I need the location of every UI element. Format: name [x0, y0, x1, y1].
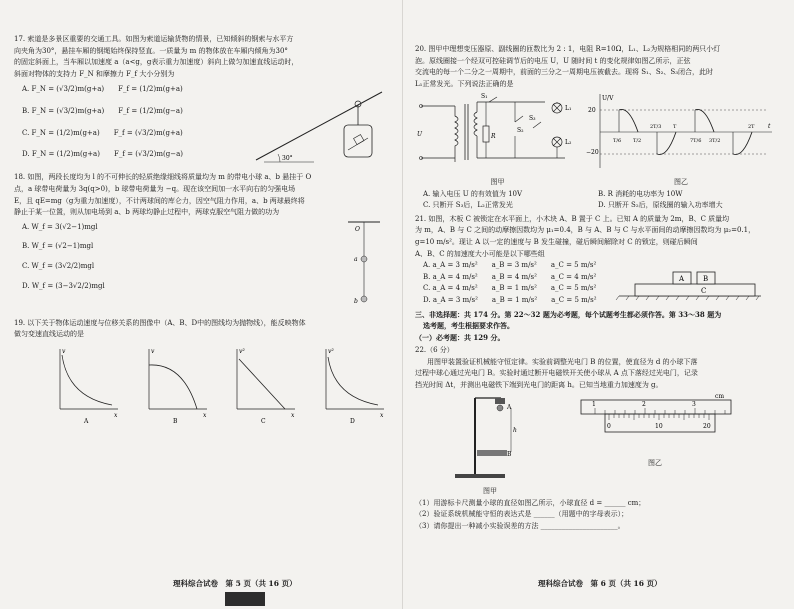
q18-line: 静止于某一位置，则从加电场到 a、b 两球均静止过程中，两球克服空气阻力做的功为	[14, 208, 280, 217]
q17-option-c: C. F_N = (1/2)m(g+a) F_f = (√3/2)m(g+a)	[22, 128, 183, 137]
section-3-sub: （一）必考题：共 129 分。	[415, 332, 505, 342]
q20-line: 交流电的每一个二分之一周期中，前面的三分之一周期电压被截去。现将 S₁、S₂、S₃闭合，此时	[415, 68, 714, 77]
graph-d	[320, 345, 387, 425]
tick-label: T/2	[633, 138, 642, 145]
q20-option-d: D. 只断开 S₂后，原线圈的输入功率增大	[598, 201, 723, 210]
q20-line: 泡。原线圈接一个经双可控硅调节后的电压 U，U 随时间 t 的变化规律如图乙所示，正弦	[415, 56, 691, 65]
fig-b-caption: 图乙	[674, 177, 688, 186]
q20-option-a: A. 输入电压 U 的有效值为 10V	[423, 189, 523, 198]
q17-line: 17. 索道是多景区重要的交通工具。如图为索道运输货物的情景，已知倾斜的钢索与水平方	[14, 35, 294, 43]
graph-c	[231, 345, 298, 425]
point-o-label: O	[355, 225, 360, 233]
block-a-label: A	[679, 275, 685, 284]
transformer-circuit	[415, 92, 580, 172]
q22-line: 过程中球心通过光电门 B。实验时通过断开电磁铁开关使小球从 A 点下落经过光电门，记录	[415, 369, 698, 378]
main-scale-label: 2	[642, 400, 646, 408]
q18-option-c: C. W_f = (3√2/2)mgl	[22, 261, 95, 270]
graph-a	[54, 345, 121, 425]
tick-label: T	[673, 124, 677, 131]
q17-option-a: A. F_N = (√3/2)m(g+a) F_f = (1/2)m(g+a)	[22, 85, 183, 94]
graph-d-xlabel: x	[379, 411, 383, 419]
blocks-figure	[615, 260, 765, 306]
pendulum-figure	[344, 219, 384, 314]
graph-b-xlabel: x	[202, 411, 206, 419]
main-scale-label: 3	[692, 400, 696, 408]
graph-bottom-value: −20	[586, 149, 599, 157]
q21-line: 21. 如图，木板 C 被锁定在水平面上，小木块 A、B 置于 C 上。已知 A 的质量为 2m，B、C 质量均	[415, 214, 730, 223]
main-scale-label: 1	[592, 400, 596, 408]
graph-c-ylabel: v²	[239, 347, 245, 355]
graph-a-xlabel: x	[114, 411, 118, 419]
question-18	[14, 172, 386, 313]
tick-label: 3T/2	[709, 138, 721, 145]
tick-label: T/6	[613, 138, 622, 145]
tick-label: 2T/3	[650, 124, 662, 131]
graph-d-caption: D	[349, 417, 355, 425]
q22-title: 22.（6 分）	[415, 346, 454, 355]
q20-line: 20. 图甲中理想变压器原、副线圈的匝数比为 2 : 1，电阻 R=10Ω，L₁、L₂为规格相同的两只小灯	[415, 45, 721, 53]
caliper-figure	[575, 394, 735, 454]
right-page-footer: 理科综合试卷 第 6 页（共 16 页）	[538, 579, 662, 588]
q22-subquestion: （3）请你提出一种减小实验误差的方法 ______________________。	[415, 522, 625, 531]
question-22	[415, 345, 785, 532]
left-page	[14, 34, 386, 427]
main-scale-ticks	[595, 408, 725, 414]
q17-option-b: B. F_N = (√3/2)m(g+a) F_f = (1/2)m(g−a)	[22, 106, 183, 115]
q22-line: 挡光时间 Δt，并测出电磁铁下端到光电门的距离 h。已知当地重力加速度为 g。	[415, 381, 663, 390]
q19-line: 19. 以下关于物体运动速度与位移关系的图像中（A、B、D中的图线均为抛物线），能反映物体	[14, 318, 306, 327]
q21-option-c: C. a_A = 4 m/s² a_B = 1 m/s² a_C = 5 m/s²	[423, 284, 597, 293]
right-page	[415, 44, 785, 535]
scan-marker	[225, 592, 265, 606]
point-a-label: A	[507, 403, 512, 411]
graph-t-xlabel: t	[768, 123, 771, 131]
graph-b-ylabel: v	[150, 347, 154, 355]
vernier-label: 0	[607, 422, 611, 430]
graph-c-xlabel: x	[291, 411, 295, 419]
fig-22a-caption: 图甲	[483, 487, 497, 496]
q20-option-c: C. 只断开 S₃后，L₂正常发光	[423, 201, 513, 210]
q19-graphs	[54, 345, 386, 425]
q17-line: 向夹角为30°，悬挂车厢的钢绳始终保持竖直。一质量为 m 的物体放在车厢内倾角为30°	[14, 46, 288, 55]
q18-option-b: B. W_f = (√2−1)mgl	[22, 242, 94, 251]
ropeway-figure	[254, 80, 384, 170]
q17-option-d: D. F_N = (1/2)m(g+a) F_f = (√3/2)m(g−a)	[22, 150, 184, 159]
q21-option-b: B. a_A = 4 m/s² a_B = 4 m/s² a_C = 4 m/s²	[423, 272, 597, 281]
graph-u-ylabel: U/V	[602, 95, 614, 103]
q19-line: 做匀变速直线运动的是	[14, 330, 84, 339]
question-19	[14, 318, 386, 425]
section-3-line: 选考题，考生根据要求作答。	[423, 321, 514, 331]
ball-a-label: a	[354, 255, 358, 263]
q21-option-a: A. a_A = 3 m/s² a_B = 3 m/s² a_C = 5 m/s²	[423, 261, 597, 270]
q21-line: A、B、C 的加速度大小可能是以下哪些组	[415, 249, 545, 258]
q21-line: 为 m，A、B 与 C 之间的动摩擦因数均为 μ₁=0.4，B 与 A、B 与 C 与水平面间的动摩擦因数均为 μ₂=0.1，	[415, 226, 756, 235]
q18-line: E，且 qE=mg（g为重力加速度），不计两球间的库仑力，因空气阻力作用，a、b 两球最终将	[14, 196, 305, 205]
graph-b	[143, 345, 210, 425]
u-label: U	[417, 131, 423, 139]
q22-subquestion: （1）用游标卡尺测量小球的直径如图乙所示，小球直径 d = ______ cm；	[415, 498, 646, 507]
height-label: h	[513, 426, 517, 434]
graph-a-ylabel: v	[62, 347, 66, 355]
graph-b-caption: B	[172, 417, 177, 425]
q18-option-a: A. W_f = 3(√2−1)mgl	[22, 222, 98, 231]
q18-option-d: D. W_f = (3−3√2/2)mgl	[22, 281, 105, 290]
tick-label: 7T/6	[690, 138, 702, 145]
question-17	[14, 34, 386, 170]
q18-line: 18. 如图，两段长度均为 l 的不可伸长的轻质绝缘细线将质量均为 m 的带电小球 a、b 悬挂于 O	[14, 173, 312, 182]
q22-subquestion: （2）验证系统机械能守恒的表达式是 ______（用题中的字母表示）；	[415, 510, 629, 519]
vernier-label: 20	[703, 422, 711, 430]
graph-c-caption: C	[261, 417, 266, 425]
s2-label: S₂	[517, 127, 524, 135]
caliper-unit: cm	[715, 393, 725, 400]
l2-label: L₂	[565, 139, 572, 147]
vernier-label: 10	[655, 422, 663, 430]
fig-22b-caption: 图乙	[648, 459, 662, 468]
question-21	[415, 214, 785, 307]
apparatus-figure	[415, 394, 565, 482]
s1-label: S₁	[481, 93, 488, 101]
q20-line: L₁正常发光。下列说法正确的是	[415, 79, 514, 88]
left-page-footer: 理科综合试卷 第 5 页（共 16 页）	[173, 579, 297, 588]
block-b-label: B	[703, 275, 709, 284]
page-fold	[402, 0, 403, 609]
graph-d-ylabel: v²	[327, 347, 334, 355]
tick-label: 2T	[748, 124, 755, 131]
q17-line: 斜面对物体的支持力 F_N 和摩擦力 F_f 大小分别为	[14, 69, 175, 78]
block-c-label: C	[701, 287, 707, 296]
graph-top-value: 20	[588, 107, 596, 115]
graph-a-caption: A	[84, 417, 89, 425]
angle-label: 30°	[282, 155, 293, 163]
s3-label: S₃	[529, 115, 536, 123]
q17-line: 的固定斜面上，当车厢以加速度 a（a<g，g表示重力加速度）斜向上做匀加速直线运动时，	[14, 58, 299, 67]
voltage-graph	[586, 92, 776, 172]
q21-line: g=10 m/s²。现让 A 以一定的速度与 B 发生碰撞，碰后瞬间解除对 C 的锁定，则碰后瞬间	[415, 237, 698, 246]
q20-option-b: B. R 消耗的电功率为 10W	[598, 189, 683, 198]
l1-label: L₁	[565, 105, 572, 113]
gate-b-label: B	[507, 450, 512, 458]
section-3-heading	[415, 309, 785, 344]
q21-option-d: D. a_A = 3 m/s² a_B = 1 m/s² a_C = 5 m/s²	[423, 295, 597, 304]
r-label: R	[491, 133, 496, 141]
q22-line: 用图甲装置验证机械能守恒定律。实验前调整光电门 B 的位置，使直径为 d 的小球下落	[427, 357, 698, 366]
section-3-line: 三、非选择题：共 174 分。第 22～32 题为必考题，每个试题考生都必须作答。第 33～38 题为	[415, 309, 722, 319]
fig-a-caption: 图甲	[490, 177, 505, 186]
question-20	[415, 44, 785, 212]
q18-line: 点，a 球带电荷量为 3q(q>0)，b 球带电荷量为 −q。现在该空间加一水平向右的匀强电场	[14, 184, 296, 193]
ball-b-label: b	[354, 297, 358, 305]
